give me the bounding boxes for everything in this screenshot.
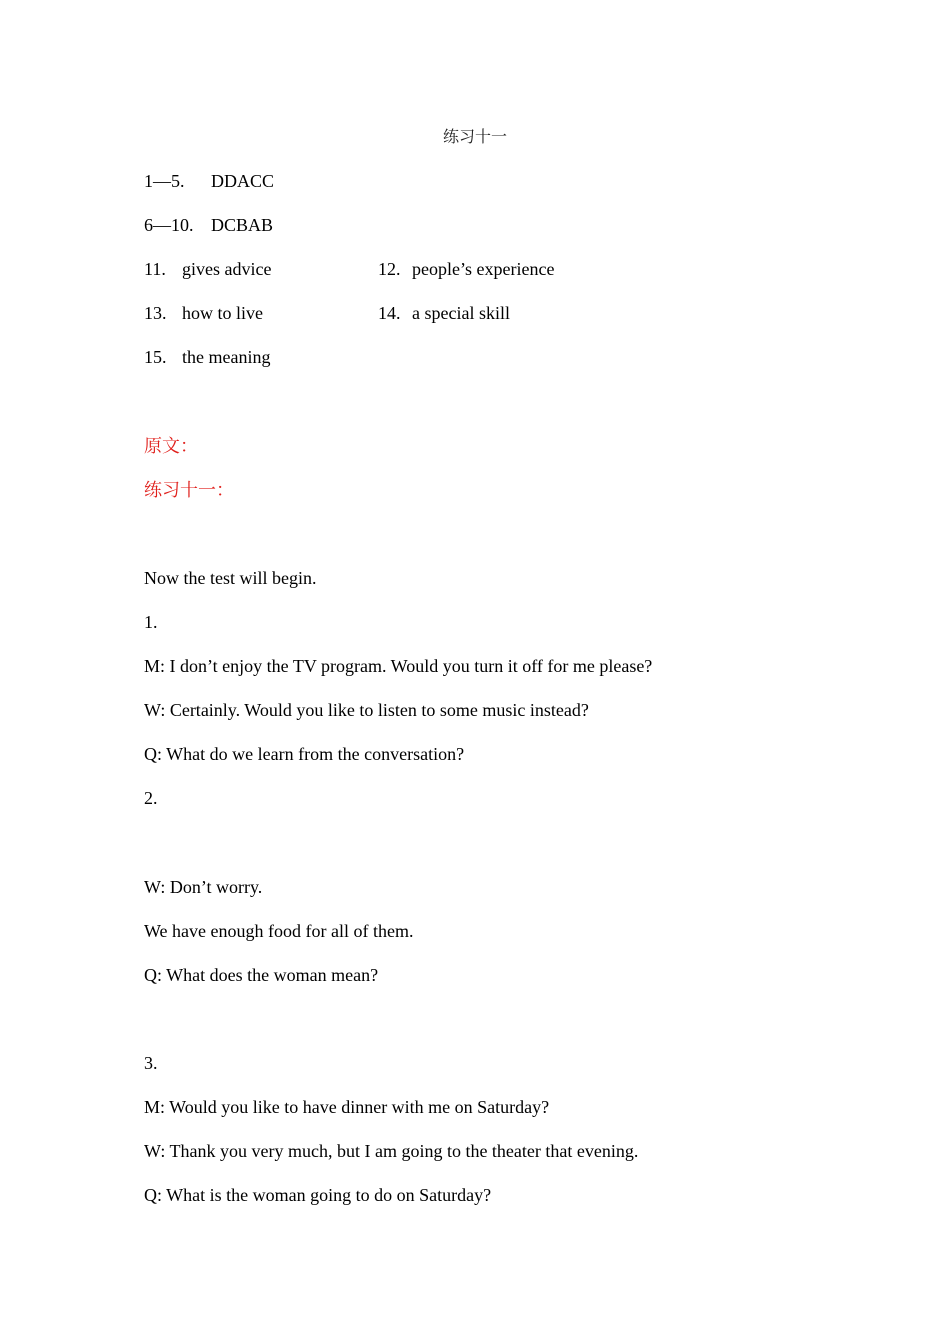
dialogue-line-man: M: I don’t enjoy the TV program. Would you turn it off for me please? — [144, 656, 653, 676]
answer-item-14 — [378, 302, 510, 324]
answer-item-15 — [144, 346, 270, 368]
dialogue-line-woman: W: Certainly. Would you like to listen to some music instead? — [144, 700, 589, 720]
answer-row-6-10 — [144, 214, 273, 236]
page-title: 练习十一 — [442, 129, 507, 146]
answer-item-11 — [144, 258, 271, 280]
answer-number: 1—5. — [144, 171, 185, 191]
answer-row-1-5 — [144, 170, 274, 192]
answer-value: gives advice — [182, 259, 272, 279]
transcript-intro: Now the test will begin. — [144, 568, 317, 588]
answer-value: the meaning — [182, 347, 271, 367]
original-text-heading: 原文： — [144, 436, 198, 456]
answer-number: 6—10. — [144, 215, 194, 235]
answer-number: 14. — [378, 303, 401, 323]
answer-item-13 — [144, 302, 263, 324]
dialogue-line-man: M: Would you like to have dinner with me on Saturday? — [144, 1097, 550, 1117]
question-number-3: 3. — [144, 1053, 158, 1073]
question-number-2: 2. — [144, 788, 158, 808]
answer-value: how to live — [182, 303, 263, 323]
answer-value: DCBAB — [211, 215, 274, 235]
question-line: Q: What is the woman going to do on Saturday? — [144, 1185, 492, 1205]
answer-number: 11. — [144, 259, 166, 279]
answer-value: DDACC — [211, 171, 275, 191]
answer-number: 12. — [378, 259, 401, 279]
answer-number: 13. — [144, 303, 167, 323]
section-heading: 练习十一： — [144, 480, 234, 500]
question-number-1: 1. — [144, 612, 158, 632]
question-line: Q: What do we learn from the conversation? — [144, 744, 465, 764]
dialogue-line-woman: W: Thank you very much, but I am going to the theater that evening. — [144, 1141, 639, 1161]
answer-value: a special skill — [412, 303, 510, 323]
question-line: Q: What does the woman mean? — [144, 965, 379, 985]
dialogue-line-continued: We have enough food for all of them. — [144, 921, 414, 941]
answer-number: 15. — [144, 347, 167, 367]
answer-value: people’s experience — [412, 259, 555, 279]
answer-item-12 — [378, 258, 554, 280]
dialogue-line-woman: W: Don’t worry. — [144, 877, 263, 897]
